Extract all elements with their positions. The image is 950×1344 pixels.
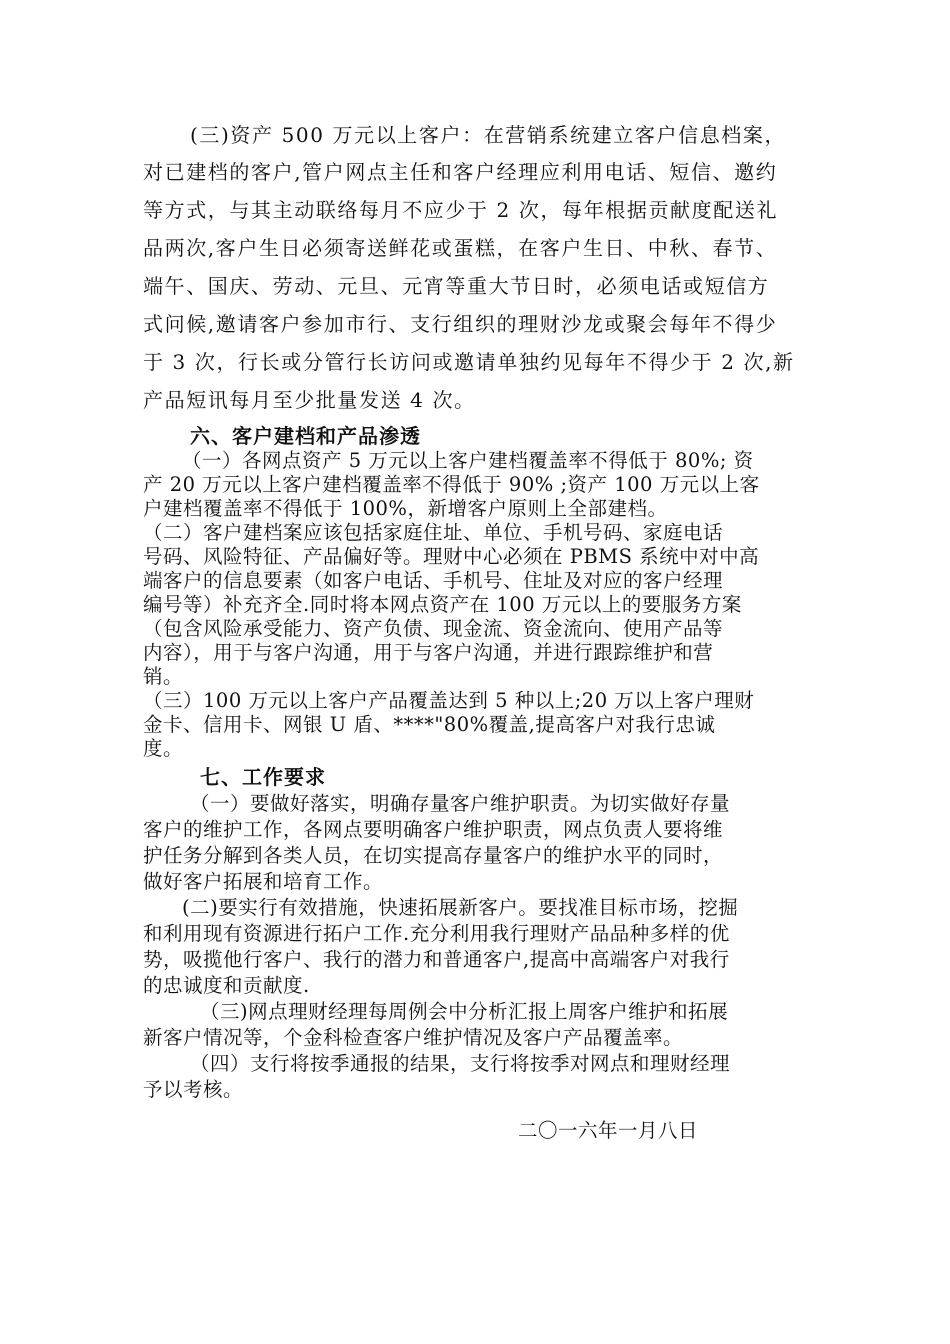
paragraph-line: 式问候,邀请客户参加市行、支行组织的理财沙龙或聚会每年不得少 <box>143 312 778 336</box>
paragraph-line: 做好客户拓展和培育工作。 <box>143 870 384 893</box>
paragraph-line: 和利用现有资源进行拓户工作.充分利用我行理财产品品种多样的优 <box>143 922 730 945</box>
paragraph-line: 产品短讯每月至少批量发送 4 次。 <box>143 388 476 412</box>
paragraph-line: 号码、风险特征、产品偏好等。理财中心必须在 PBMS 系统中对中高 <box>143 545 760 568</box>
paragraph-line: 销。 <box>143 665 184 688</box>
paragraph-line: 新客户情况等，个金科检查客户维护情况及客户产品覆盖率。 <box>143 1026 684 1049</box>
paragraph-line: 予以考核。 <box>143 1078 244 1101</box>
document-date: 二〇一六年一月八日 <box>518 1119 699 1142</box>
paragraph-line: 的忠诚度和贡献度. <box>143 974 310 997</box>
paragraph-line: (二)要实行有效措施，快速拓展新客户。要找准目标市场，挖掘 <box>182 896 739 919</box>
paragraph-line: （四）支行将按季通报的结果，支行将按季对网点和理财经理 <box>190 1052 731 1075</box>
paragraph-line: （一）要做好落实，明确存量客户维护职责。为切实做好存量 <box>190 792 731 815</box>
paragraph-line: 户建档覆盖率不得低于 100%，新增客户原则上全部建档。 <box>143 497 668 520</box>
paragraph-line: (三)资产 500 万元以上客户：在营销系统建立客户信息档案， <box>190 123 787 147</box>
paragraph-line: 端午、国庆、劳动、元旦、元宵等重大节日时，必须电话或短信方 <box>143 274 770 298</box>
paragraph-line: 对已建档的客户,管户网点主任和客户经理应利用电话、短信、邀约 <box>143 160 778 184</box>
paragraph-line: 客户的维护工作，各网点要明确客户维护职责，网点负责人要将维 <box>143 818 724 841</box>
paragraph-line: 品两次,客户生日必须寄送鲜花或蛋糕，在客户生日、中秋、春节、 <box>143 236 778 260</box>
paragraph-line: 编号等）补充齐全.同时将本网点资产在 100 万元以上的要服务方案 <box>143 593 742 616</box>
paragraph-line: （二）客户建档案应该包括家庭住址、单位、手机号码、家庭电话 <box>143 521 724 544</box>
paragraph-line: 产 20 万元以上客户建档覆盖率不得低于 90% ;资产 100 万元以上客 <box>143 473 760 496</box>
paragraph-line: （三）100 万元以上客户产品覆盖达到 5 种以上;20 万以上客户理财 <box>143 689 755 712</box>
section-7-heading: 七、工作要求 <box>200 765 326 789</box>
paragraph-line: 势，吸揽他行客户、我行的潜力和普通客户,提高中高端客户对我行 <box>143 948 730 971</box>
paragraph-line: 于 3 次，行长或分管行长访问或邀请单独约见每年不得少于 2 次,新 <box>143 350 795 374</box>
paragraph-line: （包含风险承受能力、资产负债、现金流、资金流向、使用产品等 <box>143 617 724 640</box>
paragraph-line: 内容），用于与客户沟通，用于与客户沟通，并进行跟踪维护和营 <box>143 641 714 664</box>
paragraph-line: 端客户的信息要素（如客户电话、手机号、住址及对应的客户经理 <box>143 569 724 592</box>
paragraph-line: （三)网点理财经理每周例会中分析汇报上周客户维护和拓展 <box>200 1000 729 1023</box>
paragraph-line: 护任务分解到各类人员，在切实提高存量客户的维护水平的同时， <box>143 844 724 867</box>
section-6-heading: 六、客户建档和产品渗透 <box>190 424 421 448</box>
paragraph-line: 金卡、信用卡、网银 U 盾、****"80%覆盖,提高客户对我行忠诚 <box>143 713 716 736</box>
paragraph-line: 等方式，与其主动联络每月不应少于 2 次，每年根据贡献度配送礼 <box>143 198 779 222</box>
paragraph-line: （一）各网点资产 5 万元以上客户建档覆盖率不得低于 80%; 资 <box>182 449 754 472</box>
paragraph-line: 度。 <box>143 737 184 760</box>
